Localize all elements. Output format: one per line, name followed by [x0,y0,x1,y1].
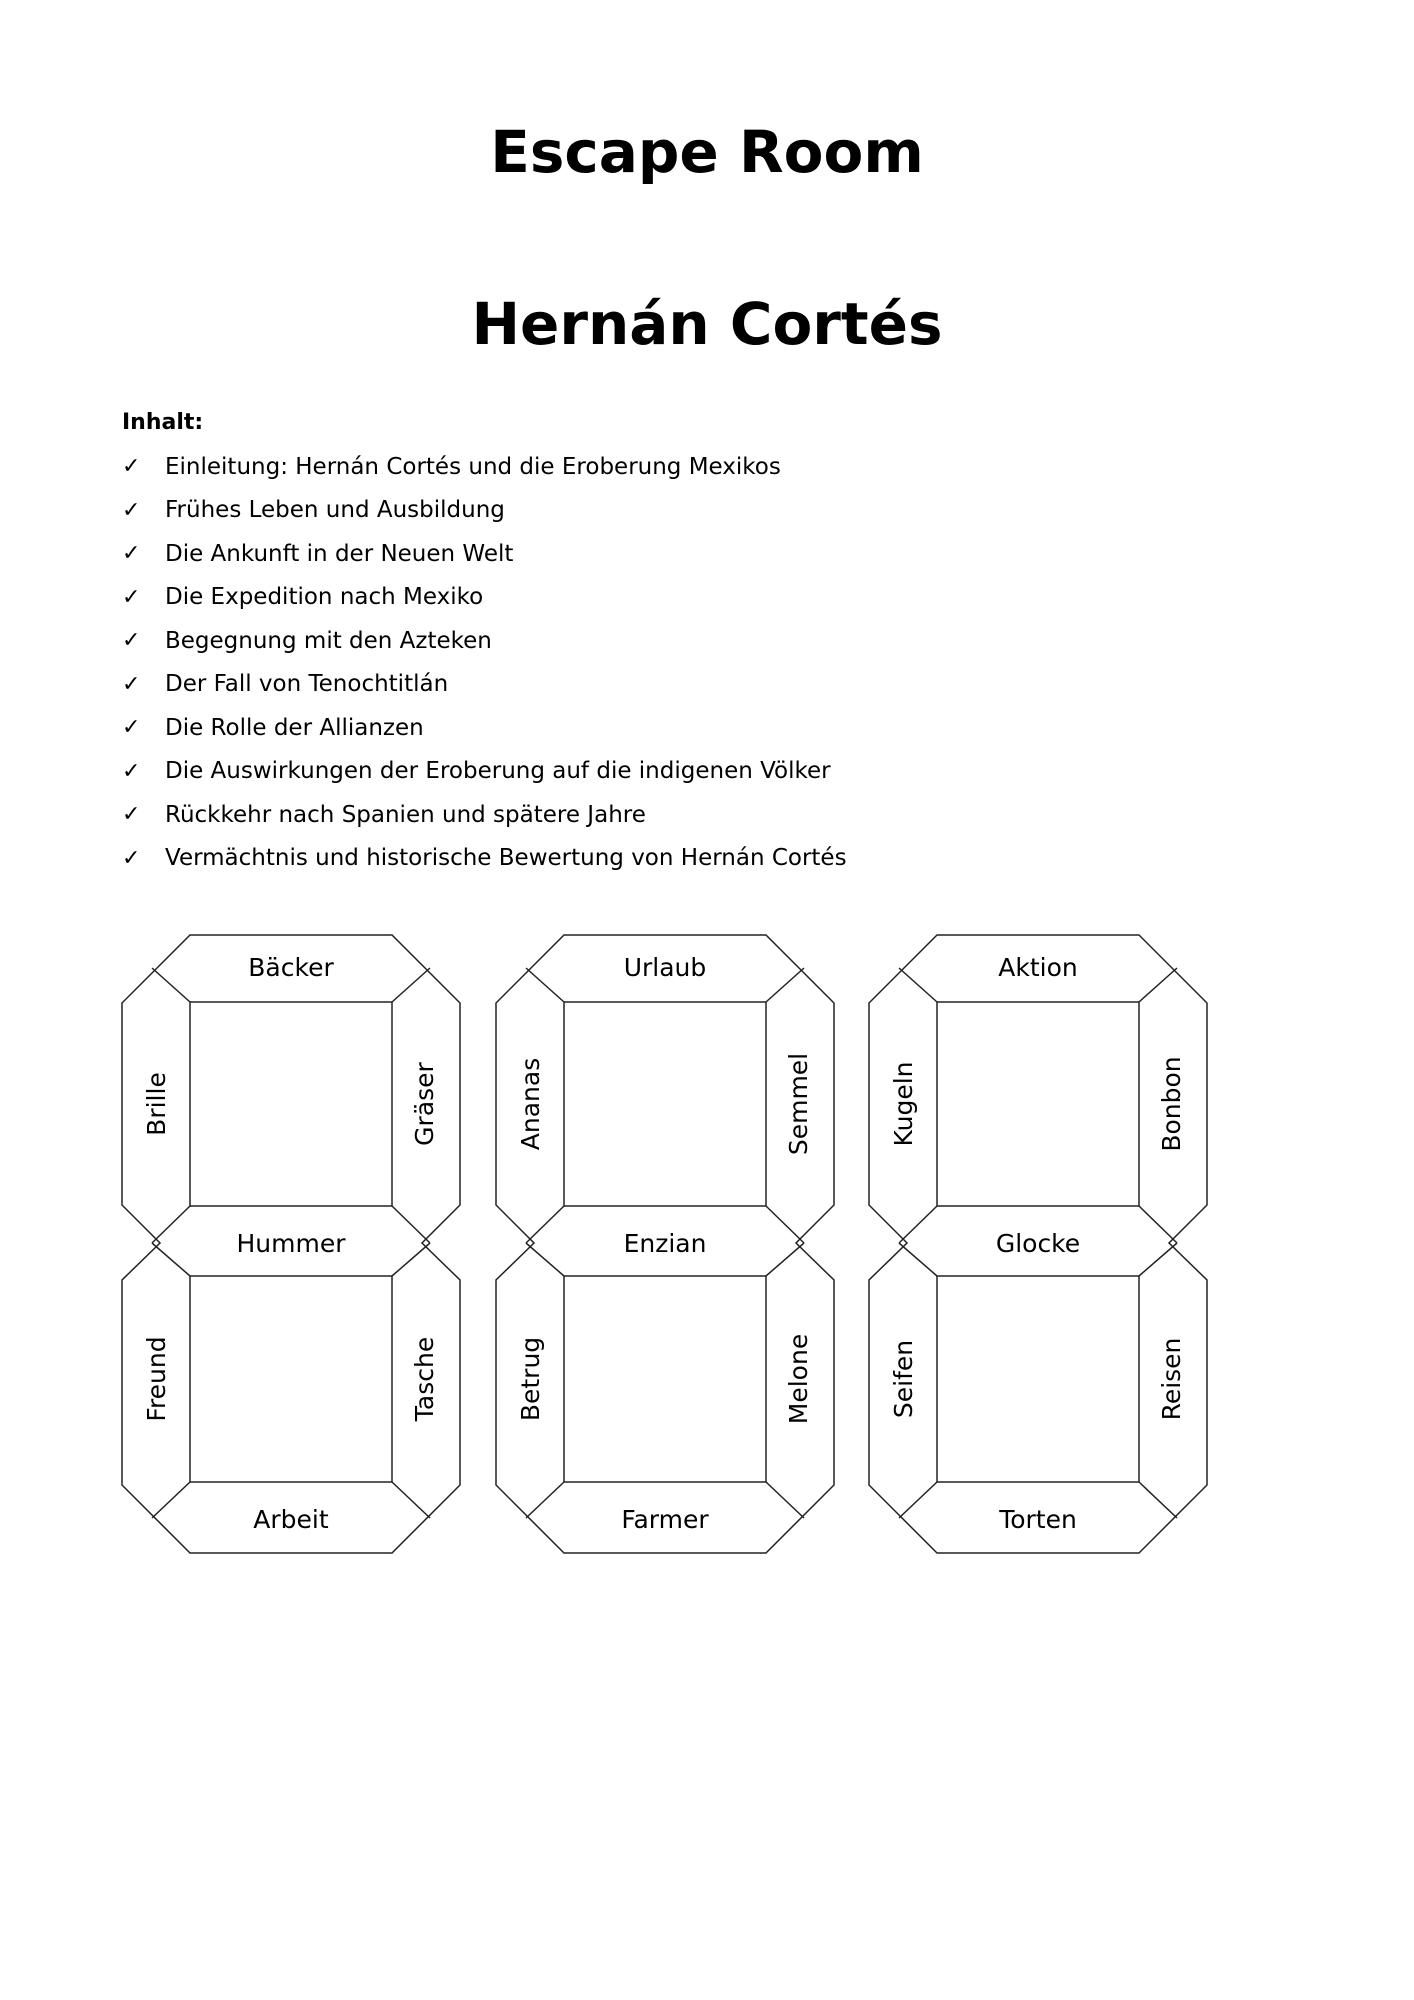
middle-word: Enzian [623,1229,707,1258]
check-icon: ✓ [122,715,141,741]
list-item-text: Frühes Leben und Ausbildung [165,497,505,524]
bottom-word: Torten [999,1505,1077,1534]
page-title: Escape Room [490,118,924,186]
check-icon: ✓ [122,802,141,828]
middle-word: Hummer [236,1229,346,1258]
puzzle-shape [869,935,1207,1553]
middle-word: Glocke [995,1229,1081,1258]
check-icon: ✓ [122,758,141,784]
check-icon: ✓ [122,628,141,654]
answer-box [564,1002,766,1206]
answer-box [937,1002,1139,1206]
list-item-text: Der Fall von Tenochtitlán [165,671,449,698]
top-word: Urlaub [623,953,707,982]
upper-right-word: Semmel [784,1052,813,1156]
upper-right-word: Bonbon [1157,1056,1186,1152]
check-icon: ✓ [122,541,141,567]
top-word: Bäcker [248,953,334,982]
page-subtitle: Hernán Cortés [471,290,943,358]
lower-left-word: Freund [142,1336,171,1422]
list-item-text: Begegnung mit den Azteken [165,627,492,654]
upper-left-word: Kugeln [889,1061,918,1147]
list-item-text: Die Expedition nach Mexiko [165,584,484,611]
check-icon: ✓ [122,845,141,871]
answer-box [564,1276,766,1482]
lower-left-word: Seifen [889,1339,918,1419]
check-icon: ✓ [122,454,141,480]
answer-box [190,1002,392,1206]
bottom-word: Farmer [621,1505,709,1534]
answer-box [190,1276,392,1482]
lower-right-word: Melone [784,1333,813,1425]
upper-left-word: Ananas [516,1057,545,1151]
upper-right-word: Gräser [410,1062,439,1146]
list-item-text: Die Rolle der Allianzen [165,714,424,741]
list-item-text: Einleitung: Hernán Cortés und die Eroberung Mexikos [165,453,781,480]
list-item-text: Vermächtnis und historische Bewertung von Hernán Cortés [165,845,847,872]
bottom-word: Arbeit [253,1505,329,1534]
check-icon: ✓ [122,584,141,610]
list-item-text: Die Ankunft in der Neuen Welt [165,540,514,567]
contents-heading: Inhalt: [122,410,204,435]
answer-box [937,1276,1139,1482]
top-word: Aktion [998,953,1078,982]
lower-right-word: Reisen [1157,1337,1186,1421]
lower-right-word: Tasche [410,1336,439,1422]
puzzle-shape [496,935,834,1553]
list-item-text: Die Auswirkungen der Eroberung auf die indigenen Völker [165,758,831,785]
puzzle-shape [122,935,460,1553]
upper-left-word: Brille [142,1072,171,1136]
list-item-text: Rückkehr nach Spanien und spätere Jahre [165,801,646,828]
lower-left-word: Betrug [516,1336,545,1422]
check-icon: ✓ [122,671,141,697]
check-icon: ✓ [122,497,141,523]
